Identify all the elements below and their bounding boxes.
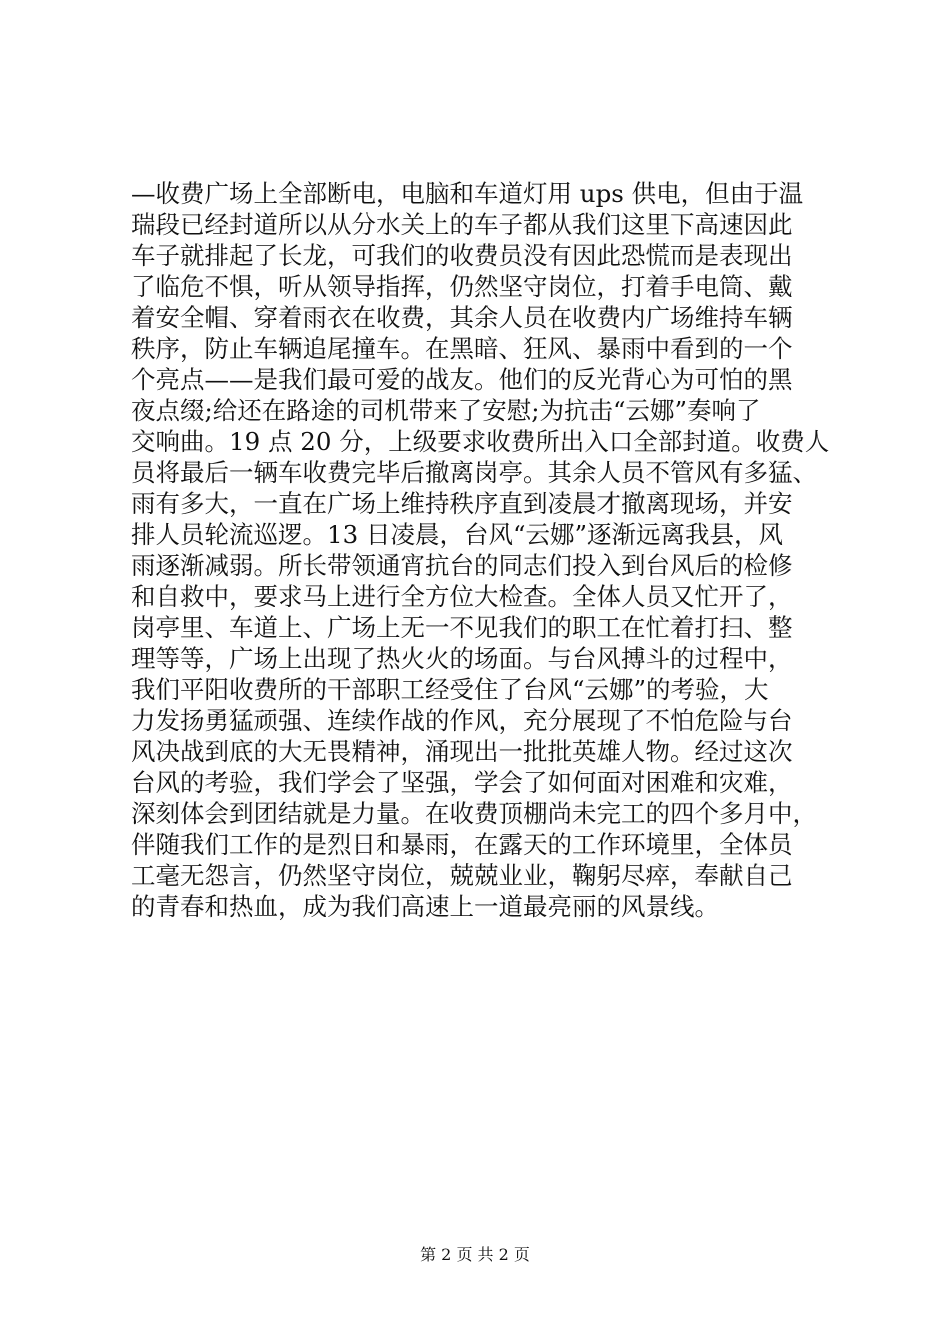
text-line: 岗亭里、车道上、广场上无一不见我们的职工在忙着打扫、整 xyxy=(131,613,793,642)
text-line: 风决战到底的大无畏精神，涌现出一批批英雄人物。经过这次 xyxy=(131,737,793,766)
text-line: 员将最后一辆车收费完毕后撤离岗亭。其余人员不管风有多猛、 xyxy=(131,458,817,487)
text-line: 着安全帽、穿着雨衣在收费，其余人员在收费内广场维持车辆 xyxy=(131,303,793,332)
text-line: 雨逐渐减弱。所长带领通宵抗台的同志们投入到台风后的检修 xyxy=(131,551,793,580)
text-line: 雨有多大，一直在广场上维持秩序直到凌晨才撤离现场，并安 xyxy=(131,489,793,518)
page-number-footer: 第 2 页 共 2 页 xyxy=(420,1245,530,1264)
text-line: 伴随我们工作的是烈日和暴雨，在露天的工作环境里，全体员 xyxy=(131,830,793,859)
body-paragraph xyxy=(131,178,831,922)
text-line: 的青春和热血，成为我们高速上一道最亮丽的风景线。 xyxy=(131,892,719,921)
text-line: 车子就排起了长龙，可我们的收费员没有因此恐慌而是表现出 xyxy=(131,241,793,270)
text-line: 我们平阳收费所的干部职工经受住了台风“云娜”的考验，大 xyxy=(131,675,769,704)
text-line: 交响曲。19 点 20 分，上级要求收费所出入口全部封道。收费人 xyxy=(131,427,830,456)
text-line: 秩序，防止车辆追尾撞车。在黑暗、狂风、暴雨中看到的一个 xyxy=(131,334,793,363)
text-line: 台风的考验，我们学会了坚强，学会了如何面对困难和灾难， xyxy=(131,768,793,797)
text-line: 瑞段已经封道所以从分水关上的车子都从我们这里下高速因此 xyxy=(131,210,793,239)
text-line: 工毫无怨言，仍然坚守岗位，兢兢业业，鞠躬尽瘁，奉献自己 xyxy=(131,861,793,890)
text-line: 夜点缀;给还在路途的司机带来了安慰;为抗击“云娜”奏响了 xyxy=(131,396,761,425)
text-line: 排人员轮流巡逻。13 日凌晨，台风“云娜”逐渐远离我县，风 xyxy=(131,520,784,549)
text-line: 理等等，广场上出现了热火火的场面。与台风搏斗的过程中， xyxy=(131,644,793,673)
text-line: 和自救中，要求马上进行全方位大检查。全体人员又忙开了， xyxy=(131,582,793,611)
text-line: 深刻体会到团结就是力量。在收费顶棚尚未完工的四个多月中， xyxy=(131,799,817,828)
text-line: 个亮点——是我们最可爱的战友。他们的反光背心为可怕的黑 xyxy=(131,365,793,394)
text-line: 了临危不惧，听从领导指挥，仍然坚守岗位，打着手电筒、戴 xyxy=(131,272,793,301)
text-line: —收费广场上全部断电，电脑和车道灯用 ups 供电，但由于温 xyxy=(131,179,804,208)
text-line: 力发扬勇猛顽强、连续作战的作风，充分展现了不怕危险与台 xyxy=(131,706,793,735)
